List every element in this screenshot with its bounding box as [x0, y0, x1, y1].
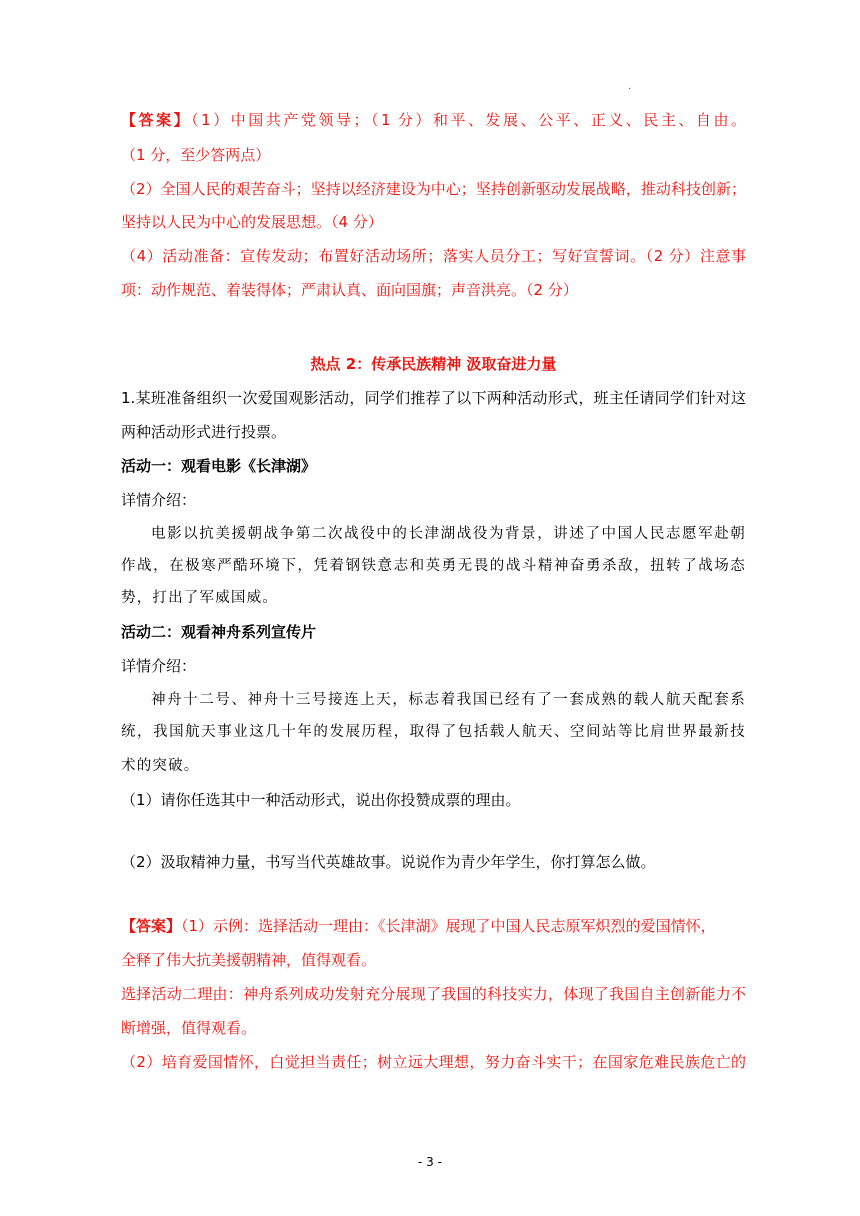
answer1-line6: 项：动作规范、着装得体；严肃认真、面向国旗；声音洪亮。（2 分） — [121, 281, 578, 299]
answer2-line2: 全释了伟大抗美援朝精神，值得观看。 — [121, 951, 377, 969]
activity2-intro-label: 详情介绍： — [121, 657, 197, 675]
activity1-para-line3: 势，打出了军威国威。 — [121, 590, 278, 606]
stray-dot: · — [628, 84, 632, 95]
activity1-intro-label: 详情介绍： — [121, 491, 197, 509]
answer2-line3: 选择活动二理由：神舟系列成功发射充分展现了我国的科技实力，体现了我国自主创新能力不 — [121, 985, 746, 1003]
section-title: 热点 2：传承民族精神 汲取奋进力量 — [310, 355, 557, 373]
activity1-title: 活动一：观看电影《长津湖》 — [121, 457, 317, 475]
activity1-para-line2: 作战，在极寒严酷环境下，凭着钢铁意志和英勇无畏的战斗精神奋勇杀敌，扭转了战场态 — [121, 558, 746, 574]
answer1-line3: （2）全国人民的艰苦奋斗；坚持以经济建设为中心；坚持创新驱动发展战略，推动科技创新； — [121, 180, 746, 198]
activity2-title: 活动二：观看神舟系列宣传片 — [121, 623, 317, 641]
answer2-line5: （2）培育爱国情怀，白觉担当责任；树立远大理想，努力奋斗实干；在国家危难民族危亡的 — [121, 1053, 746, 1071]
question-line2: 两种活动形式进行投票。 — [121, 423, 287, 441]
answer-label: 【答案】 — [121, 111, 192, 129]
activity2-para-line3: 术的突破。 — [121, 758, 200, 774]
answer1-line2: （1 分，至少答两点） — [121, 146, 271, 164]
activity2-para-line1: 神舟十二号、神舟十三号接连上天，标志着我国已经有了一套成熟的载人航天配套系 — [151, 692, 746, 708]
answer1-line1 — [121, 110, 746, 130]
answer2-line1 — [121, 916, 746, 936]
answer1-line5: （4）活动准备：宣传发动；布置好活动场所；落实人员分工；写好宣誓词。（2 分）注意事 — [121, 247, 746, 265]
answer1-line4: 坚持以人民为中心的发展思想。（4 分） — [121, 213, 383, 231]
subquestion-1: （1）请你任选其中一种活动形式，说出你投赞成票的理由。 — [121, 791, 521, 809]
question-line1: 1.某班准备组织一次爱国观影活动，同学们推荐了以下两种活动形式，班主任请同学们针对这 — [121, 389, 746, 407]
answer2-line4: 断增强，值得观看。 — [121, 1019, 257, 1037]
activity2-para-line2: 统，我国航天事业这几十年的发展历程，取得了包括载人航天、空间站等比肩世界最新技 — [121, 724, 746, 740]
answer-label: 【答案】 — [121, 917, 182, 935]
page-number: - 3 - — [418, 1155, 442, 1169]
subquestion-2: （2）汲取精神力量，书写当代英雄故事。说说作为青少年学生，你打算怎么做。 — [121, 853, 656, 871]
answer2-line1-text: （1）示例：选择活动一理由：《长津湖》展现了中国人民志原军炽烈的爱国情怀， — [181, 917, 716, 935]
activity1-para-line1: 电影以抗美援朝战争第二次战役中的长津湖战役为背景，讲述了中国人民志愿军赴朝 — [151, 526, 746, 542]
answer1-line1-text: （1）中国共产党领导；（1 分）和平、发展、公平、正义、民主、自由。 — [191, 111, 746, 129]
